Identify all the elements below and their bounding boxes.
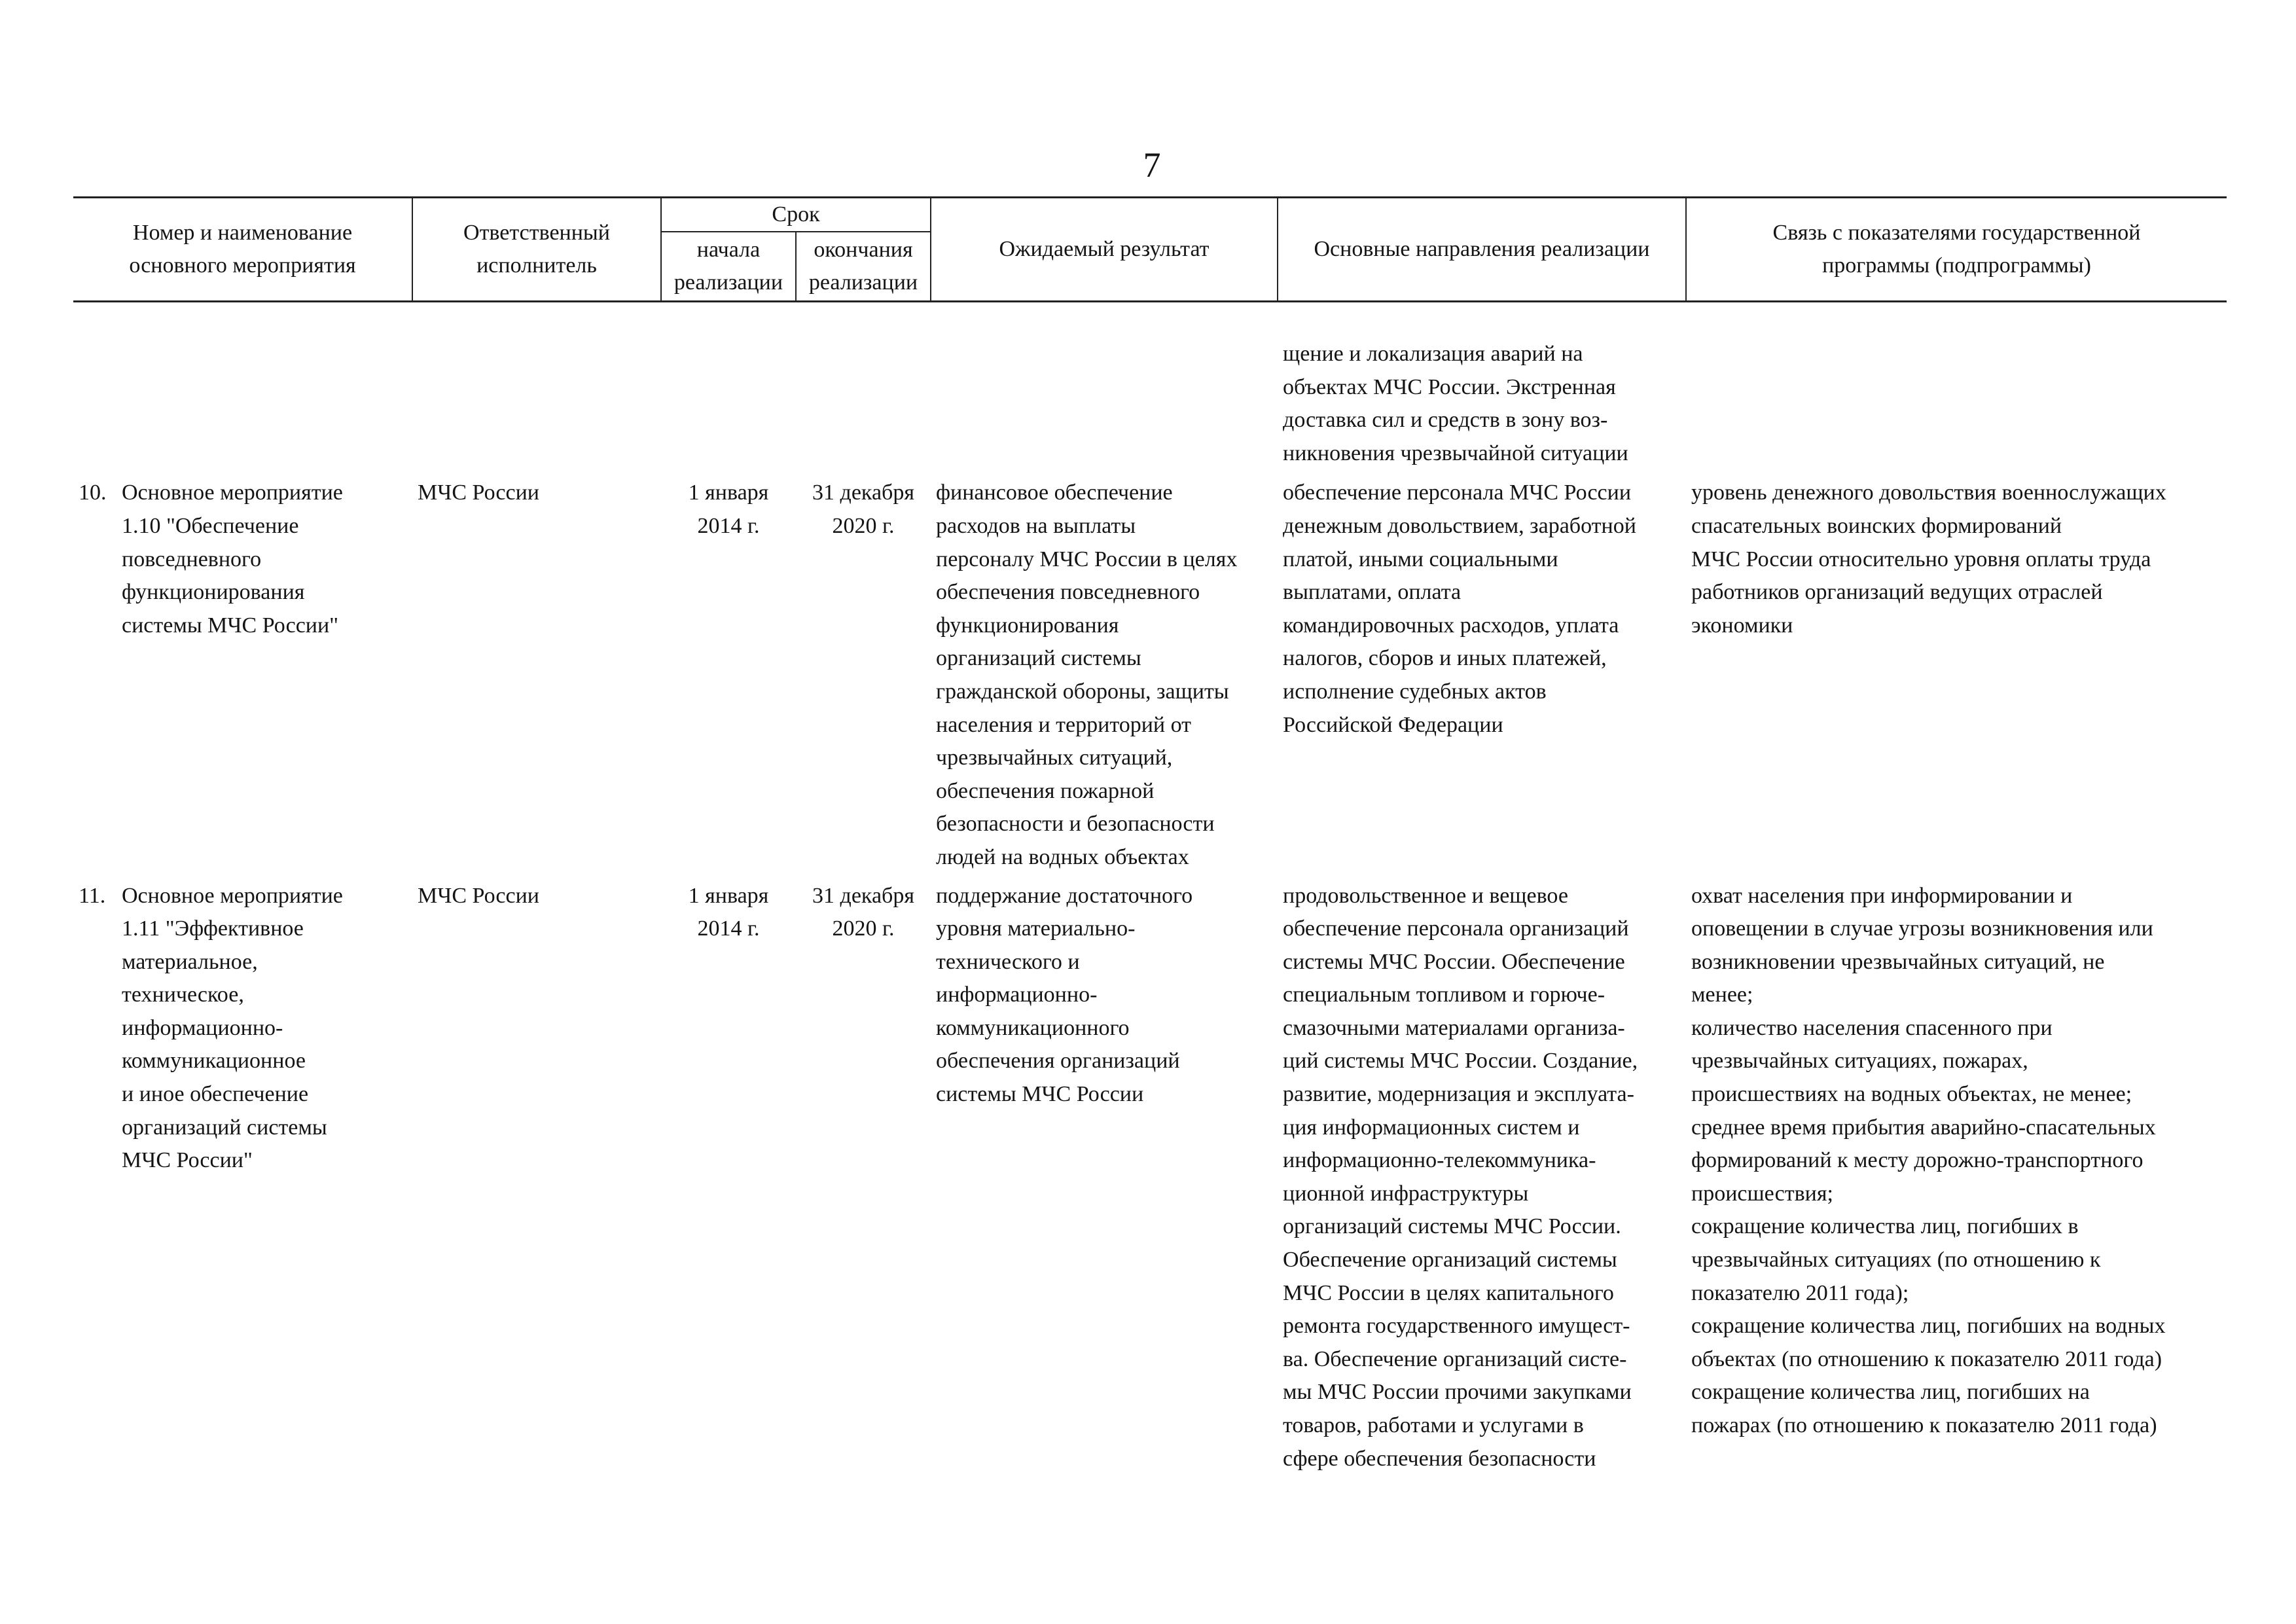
text-line: чрезвычайных ситуаций, xyxy=(936,746,1173,770)
table-header xyxy=(73,198,2227,302)
text-line: количество населения спасенного при xyxy=(1691,1015,2053,1040)
text-line: населения и территорий от xyxy=(936,712,1192,737)
text-line: объектах (по отношению к показателю 2011 года) xyxy=(1691,1346,2162,1371)
text-line: происшествия; xyxy=(1691,1181,1833,1206)
header-start xyxy=(661,232,796,302)
header-start-line: начала xyxy=(696,238,761,262)
text-line: ция информационных систем и xyxy=(1283,1115,1580,1140)
header-name-line: Номер и наименование xyxy=(132,221,353,245)
text-line: пожарах (по отношению к показателю 2011 года) xyxy=(1691,1413,2157,1437)
text-line: уровень денежного довольствия военнослужащих xyxy=(1691,480,2166,505)
row-directions xyxy=(1278,477,1686,874)
text-line: платой, иными социальными xyxy=(1283,547,1558,571)
header-end-line: реализации xyxy=(808,270,918,295)
text-line: гражданской обороны, защиты xyxy=(936,679,1229,704)
header-link-line: программы (подпрограммы) xyxy=(1822,253,2091,278)
continuation-directions xyxy=(1278,302,1686,477)
text-line: 2014 г. xyxy=(697,916,760,941)
row-executor: МЧС России xyxy=(418,480,539,505)
text-line: сфере обеспечения безопасности xyxy=(1283,1446,1596,1471)
text-line: налогов, сборов и иных платежей, xyxy=(1283,646,1607,671)
header-executor-line: исполнитель xyxy=(476,253,597,278)
text-line: и иное обеспечение xyxy=(122,1082,309,1107)
text-line: ва. Обеспечение организаций систе- xyxy=(1283,1346,1627,1371)
text-line: экономики xyxy=(1691,613,1793,638)
row-executor: МЧС России xyxy=(418,883,539,908)
header-executor-line: Ответственный xyxy=(463,221,610,245)
text-line: Основное мероприятие xyxy=(122,883,343,908)
row-end xyxy=(796,875,931,1476)
text-line: объектах МЧС России. Экстренная xyxy=(1283,374,1616,399)
text-line: сокращение количества лиц, погибших на xyxy=(1691,1380,2090,1405)
text-line: спасательных воинских формирований xyxy=(1691,513,2062,538)
header-term: Срок xyxy=(661,198,931,232)
header-link-line: Связь с показателями государственной xyxy=(1772,221,2141,245)
text-line: обеспечение персонала организаций xyxy=(1283,916,1629,941)
text-line: 1.11 "Эффективное xyxy=(122,916,304,941)
text-line: возникновении чрезвычайных ситуаций, не xyxy=(1691,949,2105,974)
text-line: 1.10 "Обеспечение xyxy=(122,513,299,538)
text-line: коммуникационного xyxy=(936,1015,1130,1040)
text-line: охват населения при информировании и xyxy=(1691,883,2073,908)
header-start-line: реализации xyxy=(673,270,783,295)
text-line: Основное мероприятие xyxy=(122,480,343,505)
row-end xyxy=(796,477,931,874)
text-line: информационно-телекоммуника- xyxy=(1283,1148,1596,1173)
text-line: обеспечения пожарной xyxy=(936,778,1155,803)
text-line: Российской Федерации xyxy=(1283,712,1503,737)
text-line: людей на водных объектах xyxy=(936,844,1189,869)
row-result xyxy=(931,875,1278,1476)
row-link xyxy=(1686,875,2227,1476)
header-name-line: основного мероприятия xyxy=(129,253,356,278)
text-line: уровня материально- xyxy=(936,916,1136,941)
header-link xyxy=(1686,198,2227,302)
row-link xyxy=(1686,477,2227,874)
measures-table xyxy=(73,196,2227,1475)
text-line: выплатами, оплата xyxy=(1283,580,1462,605)
text-line: формирований к месту дорожно-транспортного xyxy=(1691,1148,2144,1173)
text-line: мы МЧС России прочими закупками xyxy=(1283,1380,1632,1405)
text-line: никновения чрезвычайной ситуации xyxy=(1283,441,1628,465)
text-line: командировочных расходов, уплата xyxy=(1283,613,1619,638)
text-line: безопасности и безопасности xyxy=(936,812,1215,837)
text-line: техническое, xyxy=(122,983,244,1007)
text-line: повседневного xyxy=(122,547,262,571)
row-start xyxy=(661,875,796,1476)
text-line: коммуникационное xyxy=(122,1049,306,1074)
text-line: сокращение количества лиц, погибших в xyxy=(1691,1214,2079,1239)
text-line: чрезвычайных ситуациях, пожарах, xyxy=(1691,1049,2028,1074)
text-line: доставка сил и средств в зону воз- xyxy=(1283,408,1608,433)
text-line: поддержание достаточного xyxy=(936,883,1193,908)
text-line: развитие, модернизация и эксплуата- xyxy=(1283,1082,1634,1107)
row-start xyxy=(661,477,796,874)
text-line: происшествиях на водных объектах, не менее; xyxy=(1691,1082,2132,1107)
row-name-cell xyxy=(73,477,412,874)
text-line: персоналу МЧС России в целях xyxy=(936,547,1238,571)
row-result xyxy=(931,477,1278,874)
text-line: 2020 г. xyxy=(832,513,895,538)
text-line: 2020 г. xyxy=(832,916,895,941)
header-end xyxy=(796,232,931,302)
text-line: организаций системы xyxy=(936,646,1141,671)
header-executor xyxy=(412,198,661,302)
text-line: 31 декабря xyxy=(812,883,914,908)
table-row xyxy=(73,477,2227,874)
text-line: системы МЧС России xyxy=(936,1082,1144,1107)
text-line: 1 января xyxy=(688,480,769,505)
text-line: денежным довольствием, заработной xyxy=(1283,513,1636,538)
text-line: материальное, xyxy=(122,949,258,974)
text-line: исполнение судебных актов xyxy=(1283,679,1547,704)
text-line: информационно- xyxy=(936,983,1098,1007)
header-name xyxy=(73,198,412,302)
text-line: МЧС России" xyxy=(122,1148,253,1173)
row-directions xyxy=(1278,875,1686,1476)
text-line: 2014 г. xyxy=(697,513,760,538)
text-line: организаций системы МЧС России. xyxy=(1283,1214,1621,1239)
text-line: ций системы МЧС России. Создание, xyxy=(1283,1049,1638,1074)
text-line: щение и локализация аварий на xyxy=(1283,342,1583,366)
text-line: работников организаций ведущих отраслей xyxy=(1691,580,2103,605)
text-line: 31 декабря xyxy=(812,480,914,505)
text-line: функционирования xyxy=(936,613,1119,638)
text-line: системы МЧС России" xyxy=(122,613,339,638)
text-line: расходов на выплаты xyxy=(936,513,1136,538)
header-end-line: окончания xyxy=(814,238,913,262)
text-line: МЧС России в целях капитального xyxy=(1283,1280,1614,1305)
text-line: обеспечение персонала МЧС России xyxy=(1283,480,1632,505)
text-line: обеспечения повседневного xyxy=(936,580,1200,605)
text-line: среднее время прибытия аварийно-спасательных xyxy=(1691,1115,2156,1140)
text-line: технического и xyxy=(936,949,1080,974)
text-line: ционной инфраструктуры xyxy=(1283,1181,1529,1206)
header-result: Ожидаемый результат xyxy=(931,198,1278,302)
text-line: показателю 2011 года); xyxy=(1691,1280,1909,1305)
text-line: товаров, работами и услугами в xyxy=(1283,1413,1584,1437)
text-line: ремонта государственного имущест- xyxy=(1283,1314,1630,1339)
continuation-row xyxy=(73,302,2227,477)
text-line: менее; xyxy=(1691,983,1753,1007)
text-line: финансовое обеспечение xyxy=(936,480,1173,505)
text-line: продовольственное и вещевое xyxy=(1283,883,1568,908)
text-line: информационно- xyxy=(122,1015,283,1040)
text-line: сокращение количества лиц, погибших на водных xyxy=(1691,1314,2166,1339)
row-number: 10. xyxy=(79,480,107,505)
text-line: организаций системы xyxy=(122,1115,327,1140)
header-directions: Основные направления реализации xyxy=(1278,198,1686,302)
text-line: смазочными материалами организа- xyxy=(1283,1015,1625,1040)
text-line: специальным топливом и горюче- xyxy=(1283,983,1605,1007)
text-line: Обеспечение организаций системы xyxy=(1283,1248,1617,1272)
text-line: системы МЧС России. Обеспечение xyxy=(1283,949,1625,974)
text-line: 1 января xyxy=(688,883,769,908)
row-number: 11. xyxy=(79,883,106,908)
text-line: чрезвычайных ситуациях (по отношению к xyxy=(1691,1248,2101,1272)
text-line: МЧС России относительно уровня оплаты труда xyxy=(1691,547,2151,571)
text-line: обеспечения организаций xyxy=(936,1049,1180,1074)
text-line: функционирования xyxy=(122,580,305,605)
text-line: оповещении в случае угрозы возникновения или xyxy=(1691,916,2153,941)
page-number: 7 xyxy=(1143,145,1161,185)
row-name-cell xyxy=(73,875,412,1476)
table-row xyxy=(73,875,2227,1476)
